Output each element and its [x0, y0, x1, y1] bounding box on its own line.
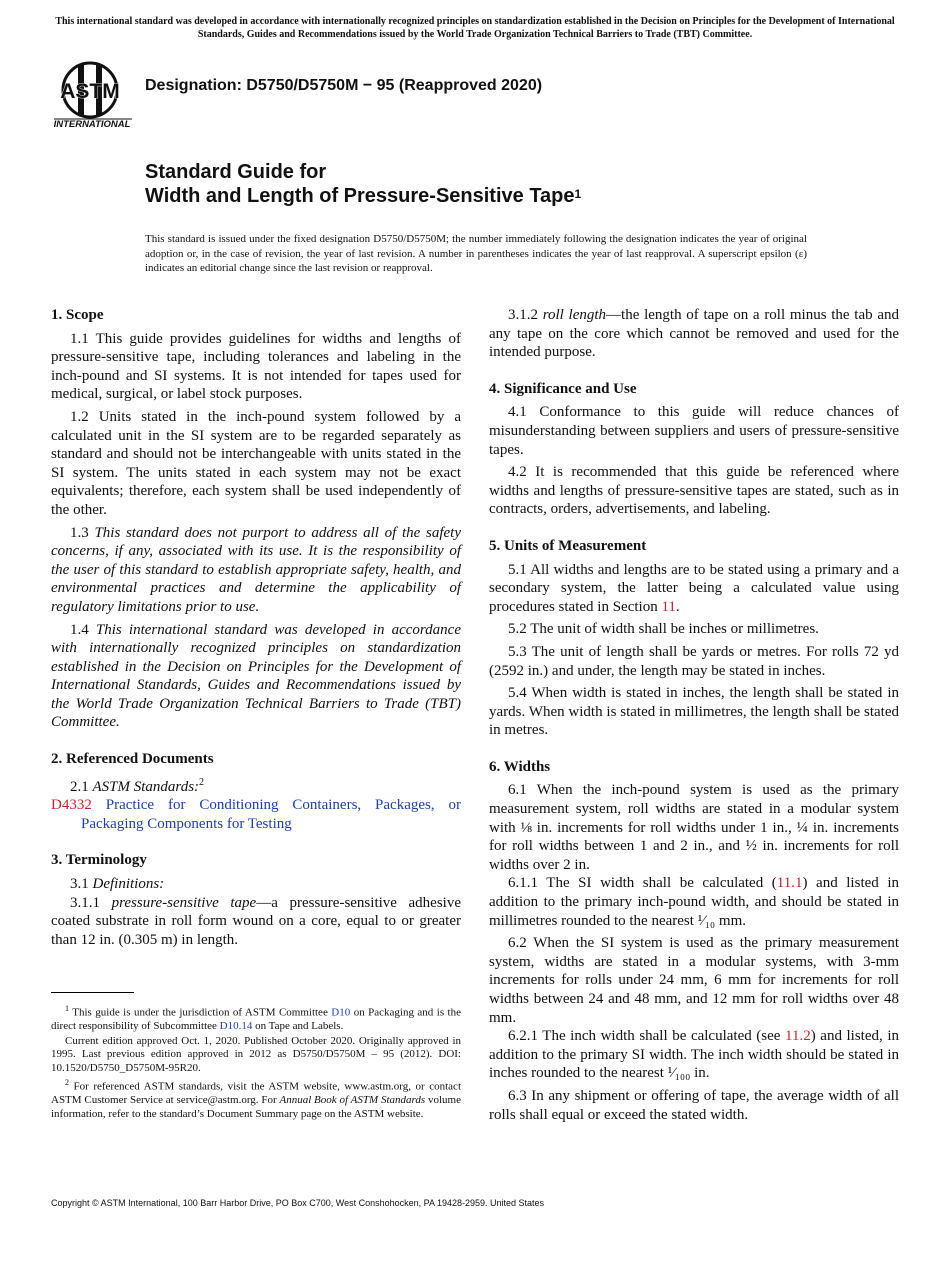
para-3-1-num: 3.1 [70, 876, 93, 893]
right-column [489, 306, 899, 1128]
title-footnote-mark: 1 [574, 187, 582, 201]
refdocs-heading: 2. Referenced Documents [51, 751, 214, 768]
fn2-mark: 2 [65, 1078, 69, 1088]
para-3-1-2-term: roll length [542, 307, 607, 323]
section-11-2-link[interactable]: 11.2 [785, 1028, 811, 1045]
para-6-2-1-a: 6.2.1 The inch width shall be calculated (see [508, 1028, 786, 1045]
fn1-text-c: on Tape and Labels. [252, 1020, 344, 1033]
section-11-link[interactable]: 11 [661, 598, 676, 615]
ref-code-link[interactable]: D4332 [51, 797, 92, 814]
terminology-heading: 3. Terminology [51, 852, 147, 869]
fn1-mark: 1 [65, 1004, 69, 1013]
fn1-text-b: on Packaging and is the direct responsibility of Subcommittee [51, 1006, 461, 1033]
para-6-1-1-b: ) and listed in addition to the primary inch-pound width, and should be stated in millimetres rounded to the nearest ¹⁄₁₀ mm. [489, 875, 899, 929]
para-6-3: 6.3 In any shipment or offering of tape, the average width of all rolls shall equal or exceed the stated width. [489, 1087, 899, 1123]
para-3-1-2-num: 3.1.2 [508, 307, 543, 323]
fn2-italic: Annual Book of ASTM Standards [279, 1094, 426, 1107]
para-2-1 [51, 774, 461, 797]
title-line-1: Standard Guide for [145, 161, 327, 183]
para-3-1-1-def: —a pressure-sensitive adhesive coated substrate in roll form wound on a core, equal to or greater than 12 in. (0.305 m) in length. [51, 894, 462, 948]
para-1-1: 1.1 This guide provides guidelines for widths and lengths of pressure-sensitive tape, including tolerances and labeling in the inch-pound and SI systems. It is not intended for tapes used for medical, surgical, or label stock purposes. [51, 330, 461, 403]
para-1-4-text: This international standard was developed in accordance with internationally recognized principles on standardization established in the Decision on Principles for the Development of International Standards, Guides and Recommendations issued by the World Trade Organization Technical Barriers to Trade (TBT) Committee. [51, 621, 462, 731]
trade-notice: This international standard was developed in accordance with internationally recognized principles on standardization established in the Decision on Principles for the Development of International Standards, Guides and Recommendations issued by the World Trade Organization Technical Barriers to Trade (TBT) Committee. [55, 16, 895, 40]
footnote-divider [51, 992, 134, 993]
page-title [145, 160, 581, 208]
widths-heading: 6. Widths [489, 758, 551, 775]
para-2-1-sup: 2 [199, 776, 205, 788]
significance-heading: 4. Significance and Use [489, 380, 637, 397]
fn1-text-a: This guide is under the jurisdiction of ASTM Committee [69, 1006, 332, 1019]
title-line-2 [145, 184, 581, 208]
copyright: Copyright © ASTM International, 100 Barr Harbor Drive, PO Box C700, West Conshohocken, PA 19428-2959. United States [51, 1198, 545, 1208]
logo-subtitle: INTERNATIONAL [54, 119, 131, 130]
para-5-4: 5.4 When width is stated in inches, the length shall be stated in yards. When width is stated in millimetres, the length shall be stated in metres. [489, 685, 899, 739]
para-6-1: 6.1 When the inch-pound system is used as the primary measurement system, roll widths are stated in a modular system with ⅛ in. increments for roll widths under 1 in., ¼ in. increments for roll widths between 1 and 2 in., and ½ in. increments for roll widths over 2 in. [489, 782, 899, 873]
fn2-text-b: volume information, refer to the standard’s Document Summary page on the ASTM website. [51, 1094, 461, 1120]
logo-text: ASTM [60, 80, 120, 103]
para-3-1 [51, 875, 461, 894]
ref-item-d4332[interactable] [51, 796, 461, 833]
para-5-1-text: 5.1 All widths and lengths are to be stated using a primary and a secondary system, the latter being a calculated value using procedures stated in Section [489, 561, 899, 615]
footnote-edition: Current edition approved Oct. 1, 2020. Published October 2020. Originally approved in 1995. Last previous edition approved in 2012 as D5750/D5750M – 95 (2012). DOI: 10.1520/D5750_D5750M-95R20. [51, 1034, 461, 1074]
scope-heading: 1. Scope [51, 307, 104, 323]
footnote-1 [51, 1002, 461, 1034]
section-11-1-link[interactable]: 11.1 [776, 875, 803, 892]
para-6-2-1-b: ) and listed, in addition to the primary SI width. The inch width should be stated in inches rounded to the nearest ¹⁄₁₀₀ in. [489, 1028, 899, 1082]
para-1-3-text: This standard does not purport to address all of the safety concerns, if any, associated with its use. It is the responsibility of the user of this standard to establish appropriate safety, health, and environmental practices and determine the applicability of regulatory limitations prior to use. [51, 524, 462, 615]
para-1-3 [51, 524, 461, 617]
para-3-1-2-def: —the length of tape on a roll minus the tab and any tape on the core which cannot be removed and used for the intended purpose. [489, 307, 899, 361]
astm-logo-icon [54, 60, 134, 132]
fn2-text-a: For referenced ASTM standards, visit the ASTM website, www.astm.org, or contact ASTM Customer Service at service@astm.org. For [51, 1080, 461, 1107]
para-6-1-1 [489, 874, 899, 930]
para-6-2-1 [489, 1027, 899, 1083]
para-5-1 [489, 561, 899, 617]
para-1-4 [51, 621, 461, 733]
para-3-1-text: Definitions: [92, 876, 165, 893]
para-2-1-text: ASTM Standards: [92, 778, 200, 795]
fn1-link-d10-14[interactable]: D10.14 [219, 1020, 253, 1033]
para-3-1-2 [489, 306, 899, 362]
fn1-link-d10[interactable]: D10 [331, 1006, 351, 1019]
para-6-2: 6.2 When the SI system is used as the primary measurement system, widths are stated in a modular systems, with 3-mm increments for rolls under 24 mm, 6 mm for increments for roll widths between 24 and 48 mm, and 12 mm for roll widths over 48 mm. [489, 935, 899, 1026]
ref-title-link[interactable]: Practice for Conditioning Containers, Packages, or Packaging Components for Testing [81, 797, 462, 832]
para-3-1-1 [51, 894, 461, 950]
para-6-1-1-a: 6.1.1 The SI width shall be calculated ( [508, 875, 777, 892]
title-line-2-text: Width and Length of Pressure-Sensitive Tape [145, 185, 575, 207]
footnotes [51, 1002, 461, 1122]
para-3-1-1-num: 3.1.1 [70, 894, 112, 911]
designation: Designation: D5750/D5750M − 95 (Reapproved 2020) [145, 77, 543, 94]
astm-logo [54, 60, 134, 132]
para-5-2: 5.2 The unit of width shall be inches or millimetres. [508, 621, 819, 638]
left-column [51, 306, 461, 953]
para-5-1-end: . [675, 598, 680, 615]
units-heading: 5. Units of Measurement [489, 537, 647, 554]
issued-note: This standard is issued under the fixed designation D5750/D5750M; the number immediately following the designation indicates the year of original adoption or, in the case of revision, the year of last revision. A number in parentheses indicates the year of last reapproval. A superscript epsilon (ε) indicates an editorial change since the last revision or reapproval. [145, 233, 807, 274]
para-3-1-1-term: pressure-sensitive tape [111, 894, 257, 911]
para-4-2: 4.2 It is recommended that this guide be referenced where widths and lengths of pressure-sensitive tapes are stated, such as in contracts, orders, advertisements, and labeling. [489, 464, 899, 518]
para-1-4-num: 1.4 [70, 621, 96, 638]
para-4-1: 4.1 Conformance to this guide will reduce chances of misunderstanding between suppliers and users of pressure-sensitive tapes. [489, 404, 899, 458]
para-5-3: 5.3 The unit of length shall be yards or metres. For rolls 72 yd (2592 in.) and under, the length may be stated in inches. [489, 643, 899, 679]
para-1-2: 1.2 Units stated in the inch-pound system followed by a calculated unit in the SI system are to be regarded separately as standard and should not be interchangeable with units stated in the SI system. The units stated in each system may not be exact equivalents; therefore, each system shall be used independently of the other. [51, 408, 461, 518]
para-2-1-num: 2.1 [70, 778, 93, 795]
para-1-3-num: 1.3 [70, 524, 95, 541]
footnote-2 [51, 1076, 461, 1121]
